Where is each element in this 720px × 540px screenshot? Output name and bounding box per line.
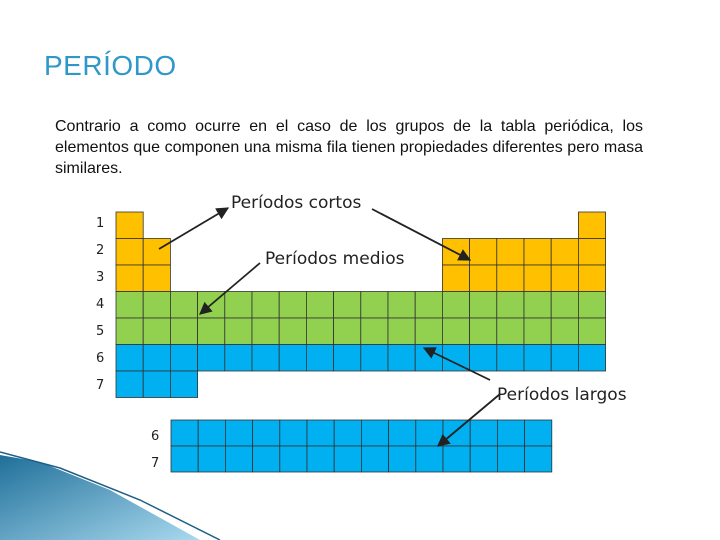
f-block-cell-row-6 xyxy=(307,420,334,446)
element-cell-period-4 xyxy=(252,292,279,319)
element-cell-period-5 xyxy=(170,318,197,345)
element-cell-period-4 xyxy=(470,292,497,319)
f-block-cell-row-6 xyxy=(443,420,470,446)
element-cell-period-5 xyxy=(198,318,225,345)
slide-body-text: Contrario a como ocurre en el caso de los grupos de la tabla periódica, los elementos que componen una misma fila tienen propiedades diferentes pero masa similares. xyxy=(55,118,643,177)
element-cell-period-5 xyxy=(442,318,469,345)
element-cell-period-4 xyxy=(415,292,442,319)
f-block-cell-row-7 xyxy=(171,446,198,472)
element-cell-period-6 xyxy=(279,345,306,372)
f-block-cell-row-6 xyxy=(470,420,497,446)
callout-long-periods: Períodos largos xyxy=(497,385,627,405)
f-block-cell-row-6 xyxy=(334,420,361,446)
element-cell-period-2 xyxy=(116,239,143,266)
f-block-cell-row-6 xyxy=(389,420,416,446)
element-cell-period-4 xyxy=(524,292,551,319)
element-cell-period-3 xyxy=(470,265,497,292)
element-cell-period-4 xyxy=(442,292,469,319)
element-cell-period-4 xyxy=(279,292,306,319)
extra-row-label-6: 6 xyxy=(151,429,160,444)
f-block-cell-row-7 xyxy=(225,446,252,472)
element-cell-period-6 xyxy=(225,345,252,372)
element-cell-period-3 xyxy=(551,265,578,292)
element-cell-period-5 xyxy=(306,318,333,345)
extra-rows-cells xyxy=(171,420,552,472)
element-cell-period-2 xyxy=(497,239,524,266)
element-cell-period-3 xyxy=(578,265,605,292)
element-cell-period-2 xyxy=(578,239,605,266)
element-cell-period-6 xyxy=(388,345,415,372)
f-block-cell-row-6 xyxy=(280,420,307,446)
callout-short-periods: Períodos cortos xyxy=(231,193,362,213)
element-cell-period-5 xyxy=(361,318,388,345)
element-cell-period-4 xyxy=(225,292,252,319)
element-cell-period-2 xyxy=(143,239,170,266)
element-cell-period-3 xyxy=(442,265,469,292)
f-block-cell-row-7 xyxy=(253,446,280,472)
main-table-cells xyxy=(116,212,606,398)
callout-medium-periods: Períodos medios xyxy=(265,249,405,269)
element-cell-period-6 xyxy=(361,345,388,372)
f-block-cell-row-6 xyxy=(253,420,280,446)
element-cell-period-6 xyxy=(470,345,497,372)
element-cell-period-5 xyxy=(225,318,252,345)
element-cell-period-6 xyxy=(170,345,197,372)
element-cell-period-6 xyxy=(334,345,361,372)
element-cell-period-3 xyxy=(524,265,551,292)
element-cell-period-4 xyxy=(551,292,578,319)
element-cell-period-5 xyxy=(551,318,578,345)
element-cell-period-4 xyxy=(361,292,388,319)
f-block-cell-row-7 xyxy=(361,446,388,472)
f-block-cell-row-7 xyxy=(389,446,416,472)
f-block-cell-row-6 xyxy=(361,420,388,446)
f-block-cell-row-7 xyxy=(497,446,524,472)
element-cell-period-5 xyxy=(279,318,306,345)
element-cell-period-4 xyxy=(306,292,333,319)
f-block-cell-row-6 xyxy=(198,420,225,446)
f-block-cell-row-6 xyxy=(497,420,524,446)
element-cell-period-7 xyxy=(170,371,197,398)
element-cell-period-5 xyxy=(578,318,605,345)
element-cell-period-5 xyxy=(116,318,143,345)
element-cell-period-7 xyxy=(143,371,170,398)
f-block-cell-row-7 xyxy=(307,446,334,472)
element-cell-period-6 xyxy=(306,345,333,372)
element-cell-period-5 xyxy=(470,318,497,345)
element-cell-period-4 xyxy=(143,292,170,319)
element-cell-period-6 xyxy=(252,345,279,372)
element-cell-period-6 xyxy=(524,345,551,372)
extra-row-label-7: 7 xyxy=(151,456,160,471)
arrow-short-right xyxy=(372,209,470,260)
element-cell-period-3 xyxy=(497,265,524,292)
f-block-cell-row-7 xyxy=(443,446,470,472)
f-block-cell-row-7 xyxy=(525,446,552,472)
element-cell-period-5 xyxy=(143,318,170,345)
element-cell-period-6 xyxy=(143,345,170,372)
element-cell-period-7 xyxy=(116,371,143,398)
f-block-cell-row-6 xyxy=(525,420,552,446)
row-label-4: 4 xyxy=(96,297,105,312)
element-cell-period-3 xyxy=(143,265,170,292)
element-cell-period-5 xyxy=(497,318,524,345)
element-cell-period-6 xyxy=(497,345,524,372)
element-cell-period-6 xyxy=(116,345,143,372)
f-block-cell-row-7 xyxy=(416,446,443,472)
element-cell-period-5 xyxy=(524,318,551,345)
element-cell-period-4 xyxy=(116,292,143,319)
element-cell-period-6 xyxy=(578,345,605,372)
f-block-cell-row-6 xyxy=(171,420,198,446)
f-block-cell-row-7 xyxy=(470,446,497,472)
element-cell-period-2 xyxy=(470,239,497,266)
element-cell-period-6 xyxy=(551,345,578,372)
decorative-corner-swoosh xyxy=(0,455,200,540)
f-block-cell-row-7 xyxy=(334,446,361,472)
element-cell-period-5 xyxy=(415,318,442,345)
f-block-cell-row-7 xyxy=(280,446,307,472)
f-block-cell-row-7 xyxy=(198,446,225,472)
element-cell-period-5 xyxy=(252,318,279,345)
element-cell-period-4 xyxy=(334,292,361,319)
row-label-2: 2 xyxy=(96,243,105,258)
f-block-cell-row-6 xyxy=(225,420,252,446)
row-label-1: 1 xyxy=(96,216,105,231)
f-block-cell-row-6 xyxy=(416,420,443,446)
element-cell-period-5 xyxy=(334,318,361,345)
element-cell-period-4 xyxy=(578,292,605,319)
element-cell-period-6 xyxy=(198,345,225,372)
row-label-6: 6 xyxy=(96,351,105,366)
row-label-5: 5 xyxy=(96,324,105,339)
element-cell-period-2 xyxy=(524,239,551,266)
slide-title: PERÍODO xyxy=(44,50,177,81)
row-label-7: 7 xyxy=(96,378,105,393)
element-cell-period-4 xyxy=(170,292,197,319)
element-cell-period-4 xyxy=(388,292,415,319)
element-cell-period-1 xyxy=(116,212,143,239)
arrow-short-left xyxy=(159,208,228,249)
element-cell-period-4 xyxy=(497,292,524,319)
element-cell-period-2 xyxy=(551,239,578,266)
element-cell-period-1 xyxy=(578,212,605,239)
element-cell-period-6 xyxy=(442,345,469,372)
element-cell-period-3 xyxy=(116,265,143,292)
row-label-3: 3 xyxy=(96,270,105,285)
element-cell-period-5 xyxy=(388,318,415,345)
element-cell-period-6 xyxy=(415,345,442,372)
